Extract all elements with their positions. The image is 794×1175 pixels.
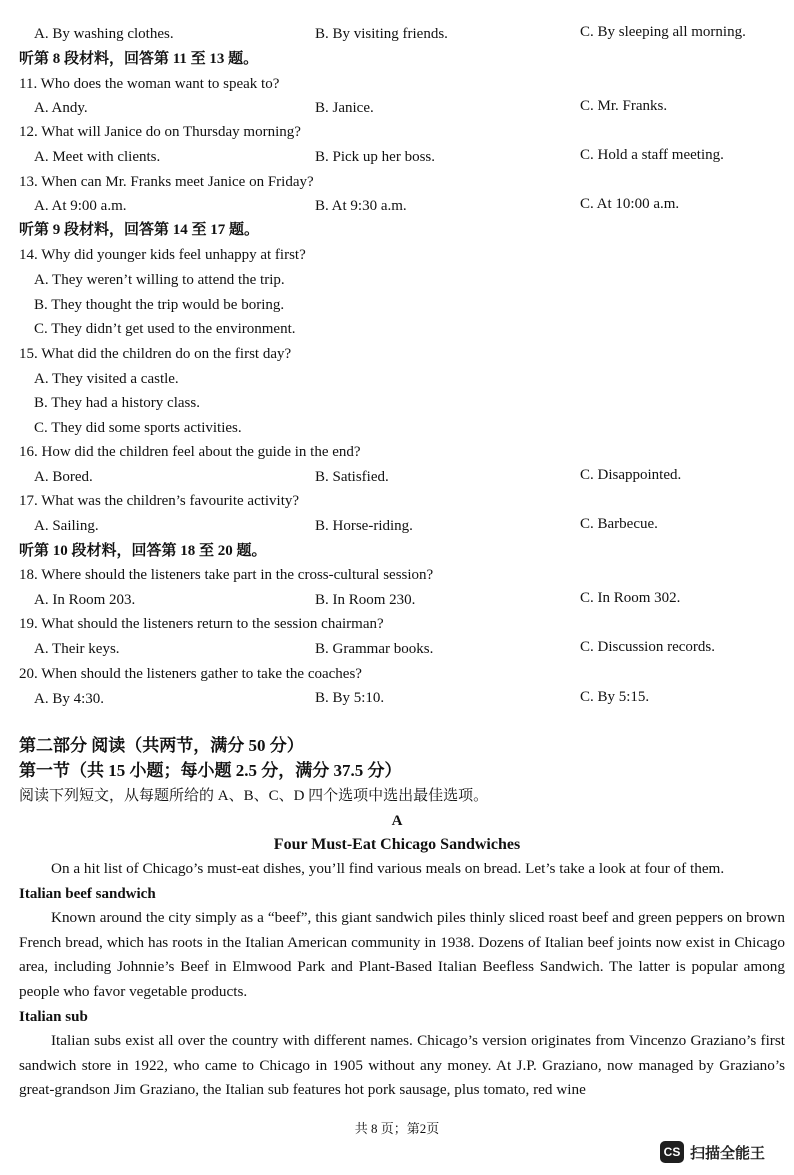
q14-option-c: C. They didn’t get used to the environment.: [34, 321, 296, 337]
q10-option-b: B. By visiting friends.: [315, 26, 448, 42]
q13-option-b: B. At 9:30 a.m.: [315, 198, 407, 214]
q20-stem: 20. When should the listeners gather to take the coaches?: [19, 666, 362, 682]
section10-heading: 听第 10 段材料，回答第 18 至 20 题。: [19, 543, 267, 559]
q13-option-c: C. At 10:00 a.m.: [580, 196, 680, 212]
q14-option-b: B. They thought the trip would be boring.: [34, 297, 285, 313]
q13-option-a: A. At 9:00 a.m.: [34, 198, 127, 214]
q19-stem: 19. What should the listeners return to the session chairman?: [19, 616, 384, 632]
q17-option-a: A. Sailing.: [34, 518, 99, 534]
watermark-text: 扫描全能王: [690, 1143, 766, 1162]
q15-stem: 15. What did the children do on the first day?: [19, 346, 292, 362]
q18-option-b: B. In Room 230.: [315, 592, 416, 608]
q18-option-c: C. In Room 302.: [580, 590, 681, 606]
q12-option-c: C. Hold a staff meeting.: [580, 147, 724, 163]
q15-option-b: B. They had a history class.: [34, 395, 200, 411]
q19-option-b: B. Grammar books.: [315, 641, 434, 657]
section1-title: 第一节（共 15 小题；每小题 2.5 分，满分 37.5 分）: [19, 761, 402, 780]
q14-option-a: A. They weren’t willing to attend the trip.: [34, 272, 285, 288]
q12-option-b: B. Pick up her boss.: [315, 149, 435, 165]
camscanner-logo-icon: CS: [660, 1141, 684, 1163]
q11-stem: 11. Who does the woman want to speak to?: [19, 76, 280, 92]
q16-option-a: A. Bored.: [34, 469, 93, 485]
q10-option-a: A. By washing clothes.: [34, 26, 174, 42]
reading-instructions: 阅读下列短文，从每题所给的 A、B、C、D 四个选项中选出最佳选项。: [19, 788, 489, 804]
q15-option-c: C. They did some sports activities.: [34, 420, 242, 436]
passage-letter: A: [391, 813, 403, 829]
italian-sub-paragraph: Italian subs exist all over the country with different names. Chicago’s version originates from Vincenzo Graziano’s first sandwich store in 1922, who came to Chicago in 1905 without any money. At J.P. Graziano, now managed by Graziano’s great-grandson Jim Graziano, the Italian sub features hot pork sausage, plus tomato, red wine: [19, 1032, 785, 1098]
passage-title: Four Must-Eat Chicago Sandwiches: [273, 836, 521, 853]
q11-option-a: A. Andy.: [34, 100, 88, 116]
italian-beef-paragraph: Known around the city simply as a “beef”, this giant sandwich piles thinly sliced roast beef and green peppers on brown French bread, which has roots in the Italian American community in 1938. Dozens of Italian beef joints now exist in Chicago area, including Johnnie’s Beef in Elmwood Park and Plant-Based Italian Beefless Sandwich. The latter is popular among people who favor vegetable products.: [19, 909, 785, 1000]
heading-italian-beef: Italian beef sandwich: [19, 886, 156, 902]
page-footer: 共 8 页；第2页: [354, 1121, 440, 1136]
q12-stem: 12. What will Janice do on Thursday morning?: [19, 124, 301, 140]
q17-option-b: B. Horse-riding.: [315, 518, 413, 534]
q11-option-b: B. Janice.: [315, 100, 374, 116]
q20-option-a: A. By 4:30.: [34, 691, 105, 707]
heading-italian-sub: Italian sub: [19, 1009, 88, 1025]
q20-option-c: C. By 5:15.: [580, 689, 650, 705]
q16-stem: 16. How did the children feel about the guide in the end?: [19, 444, 361, 460]
q17-stem: 17. What was the children’s favourite activity?: [19, 493, 300, 509]
q15-option-a: A. They visited a castle.: [34, 371, 179, 387]
section8-heading: 听第 8 段材料，回答第 11 至 13 题。: [19, 51, 259, 67]
q10-option-c: C. By sleeping all morning.: [580, 24, 746, 40]
q16-option-b: B. Satisfied.: [315, 469, 389, 485]
passage-intro: [19, 857, 785, 882]
q14-stem: 14. Why did younger kids feel unhappy at first?: [19, 247, 306, 263]
q19-option-c: C. Discussion records.: [580, 639, 715, 655]
q18-stem: 18. Where should the listeners take part in the cross-cultural session?: [19, 567, 434, 583]
q12-option-a: A. Meet with clients.: [34, 149, 161, 165]
intro-paragraph: On a hit list of Chicago’s must-eat dishes, you’ll find various meals on bread. Let’s take a look at four of them.: [51, 860, 725, 877]
scanner-watermark: [660, 1140, 765, 1164]
passage-para2: [19, 1029, 785, 1103]
q18-option-a: A. In Room 203.: [34, 592, 136, 608]
q17-option-c: C. Barbecue.: [580, 516, 658, 532]
section9-heading: 听第 9 段材料，回答第 14 至 17 题。: [19, 222, 260, 238]
q20-option-b: B. By 5:10.: [315, 690, 385, 706]
passage-para1: [19, 906, 785, 1004]
q16-option-c: C. Disappointed.: [580, 467, 682, 483]
q13-stem: 13. When can Mr. Franks meet Janice on Friday?: [19, 174, 314, 190]
q11-option-c: C. Mr. Franks.: [580, 98, 668, 114]
part2-title: 第二部分 阅读（共两节，满分 50 分）: [19, 736, 304, 755]
q19-option-a: A. Their keys.: [34, 641, 120, 657]
